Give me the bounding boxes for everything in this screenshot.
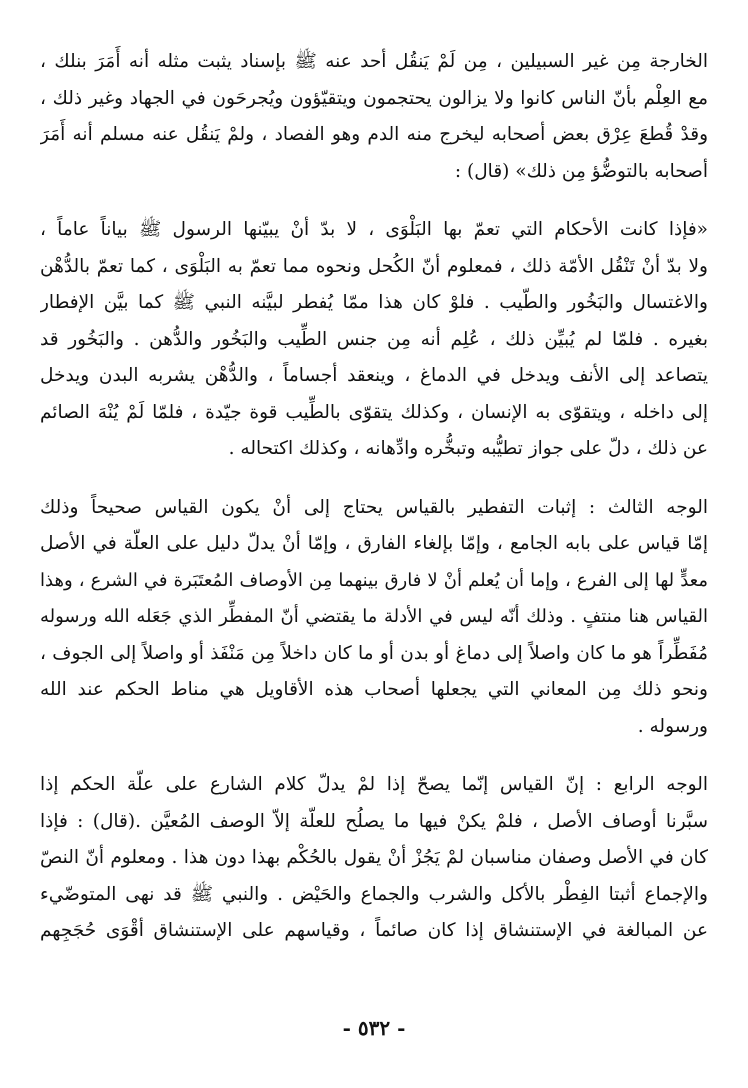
page-body xyxy=(40,44,708,972)
text-line: سبَّرنا أوصاف الأصل ، فلمْ يكنْ فيها ما يصلُح للعلّة إلاّ الوصف المُعيَّن .(قال) : فإذا xyxy=(40,810,708,832)
page-number: - ٥٣٢ - xyxy=(342,1016,406,1040)
text-line: الخارجة مِن غير السبيلين ، مِن لَمْ يَنقُل أحد عنه ﷺ بإسناد يثبت مثله أنه أَمَرَ بنلك ، xyxy=(40,51,708,72)
text-line: أصحابه بالتوضُّؤ مِن ذلك» (قال) : xyxy=(454,160,708,182)
text-line: الوجه الثالث : إثبات التفطير بالقياس يحتاج إلى أنْ يكون القياس صحيحاً وذلك xyxy=(40,496,708,518)
text-line: ولا بدّ أنْ تَنْقُل الأمّة ذلك ، فمعلوم أنّ الكُحل ونحوه مما تعمّ به البَلْوَى ، كما تعمّ بالدُّهْن xyxy=(40,255,708,277)
paragraph-4 xyxy=(40,767,708,950)
text-line: ونحو ذلك مِن المعاني التي يجعلها أصحاب هذه الأقاويل هي مناط الحكم عند الله xyxy=(40,679,708,700)
text-line: عن المبالغة في الإستنشاق إذا كان صائماً ، وقياسهم على الإستنشاق أقْوَى حُجَجِهم xyxy=(40,920,708,941)
text-line: والإجماع أثبتا الفِطْر بالأكل والشرب والجماع والحَيْض . والنبي ﷺ قد نهى المتوضّيء xyxy=(40,883,708,905)
text-line: وقدْ قُطعَ عِرْق بعض أصحابه ليخرج منه الدم وهو الفصاد ، ولمْ يَنقُل عنه مسلم أنه أَمَرَ xyxy=(40,124,708,145)
text-line: بغيره . فلمّا لم يُبيِّن ذلك ، عُلِم أنه مِن جنس الطِّيب والبَخُور والدُّهن . والبَخُور قد xyxy=(40,328,708,350)
paragraph-1 xyxy=(40,44,708,190)
paragraph-3 xyxy=(40,490,708,746)
text-line: والاغتسال والبَخُور والطّيب . فلوْ كان هذا ممّا يُفطر لبيَّنه النبي ﷺ كما بيَّن الإفطار xyxy=(40,292,708,313)
text-line: يتصاعد إلى الأنف ويدخل في الدماغ ، وينعقد أجساماً ، والدُّهْن يشربه البدن ويدخل xyxy=(40,365,708,386)
text-line: القياس هنا منتفٍ . وذلك أنّه ليس في الأدلة ما يقتضي أنّ المفطِّر الذي جَعَله الله ورسوله xyxy=(40,606,708,627)
text-line: «فإذا كانت الأحكام التي تعمّ بها البَلْوَى ، لا بدّ أنْ يبيّنها الرسول ﷺ بياناً عاماً ، xyxy=(40,219,708,240)
text-line: معدٍّ لها إلى الفرع ، وإما أن يُعلم أنْ لا فارق بينهما مِن الأوصاف المُعتَبَرة في الشرع ، وهذا xyxy=(40,569,708,591)
text-line: إمّا قياس على بابه الجامع ، وإمّا بإلغاء الفارق ، وإمّا أنْ يدلّ دليل على العلّة في الأصل xyxy=(40,533,708,554)
paragraph-2 xyxy=(40,212,708,468)
text-line: الوجه الرابع : إنّ القياس إنّما يصحّ إذا لمْ يدلّ كلام الشارع على علّة الحكم إذا xyxy=(40,774,708,795)
text-line: إلى داخله ، ويتقوّى به الإنسان ، وكذلك يتقوّى بالطِّيب قوة جيّدة ، فلمّا لَمْ يُنْهَ الصائم xyxy=(40,401,708,423)
text-line: ورسوله . xyxy=(637,715,708,737)
text-line: كان في الأصل وصفان مناسبان لمْ يَجُزْ أنْ يقول بالحُكْم بهذا دون هذا . ومعلوم أنّ النصّ xyxy=(40,847,708,868)
text-line: مُفَطِّراً هو ما كان واصلاً إلى دماغ أو بدن أو ما كان داخلاً مِن مَنْفَذ أو واصلاً إلى الجوف ، xyxy=(40,642,708,664)
text-line: مع العِلْم بأنّ الناس كانوا ولا يزالون يحتجمون ويتقيّؤون ويُجرحَون في الجهاد وغير ذلك ، xyxy=(40,87,708,109)
text-line: عن ذلك ، دلّ على جواز تطيُّبه وتبخُّره وادِّهانه ، وكذلك اكتحاله . xyxy=(228,438,708,459)
